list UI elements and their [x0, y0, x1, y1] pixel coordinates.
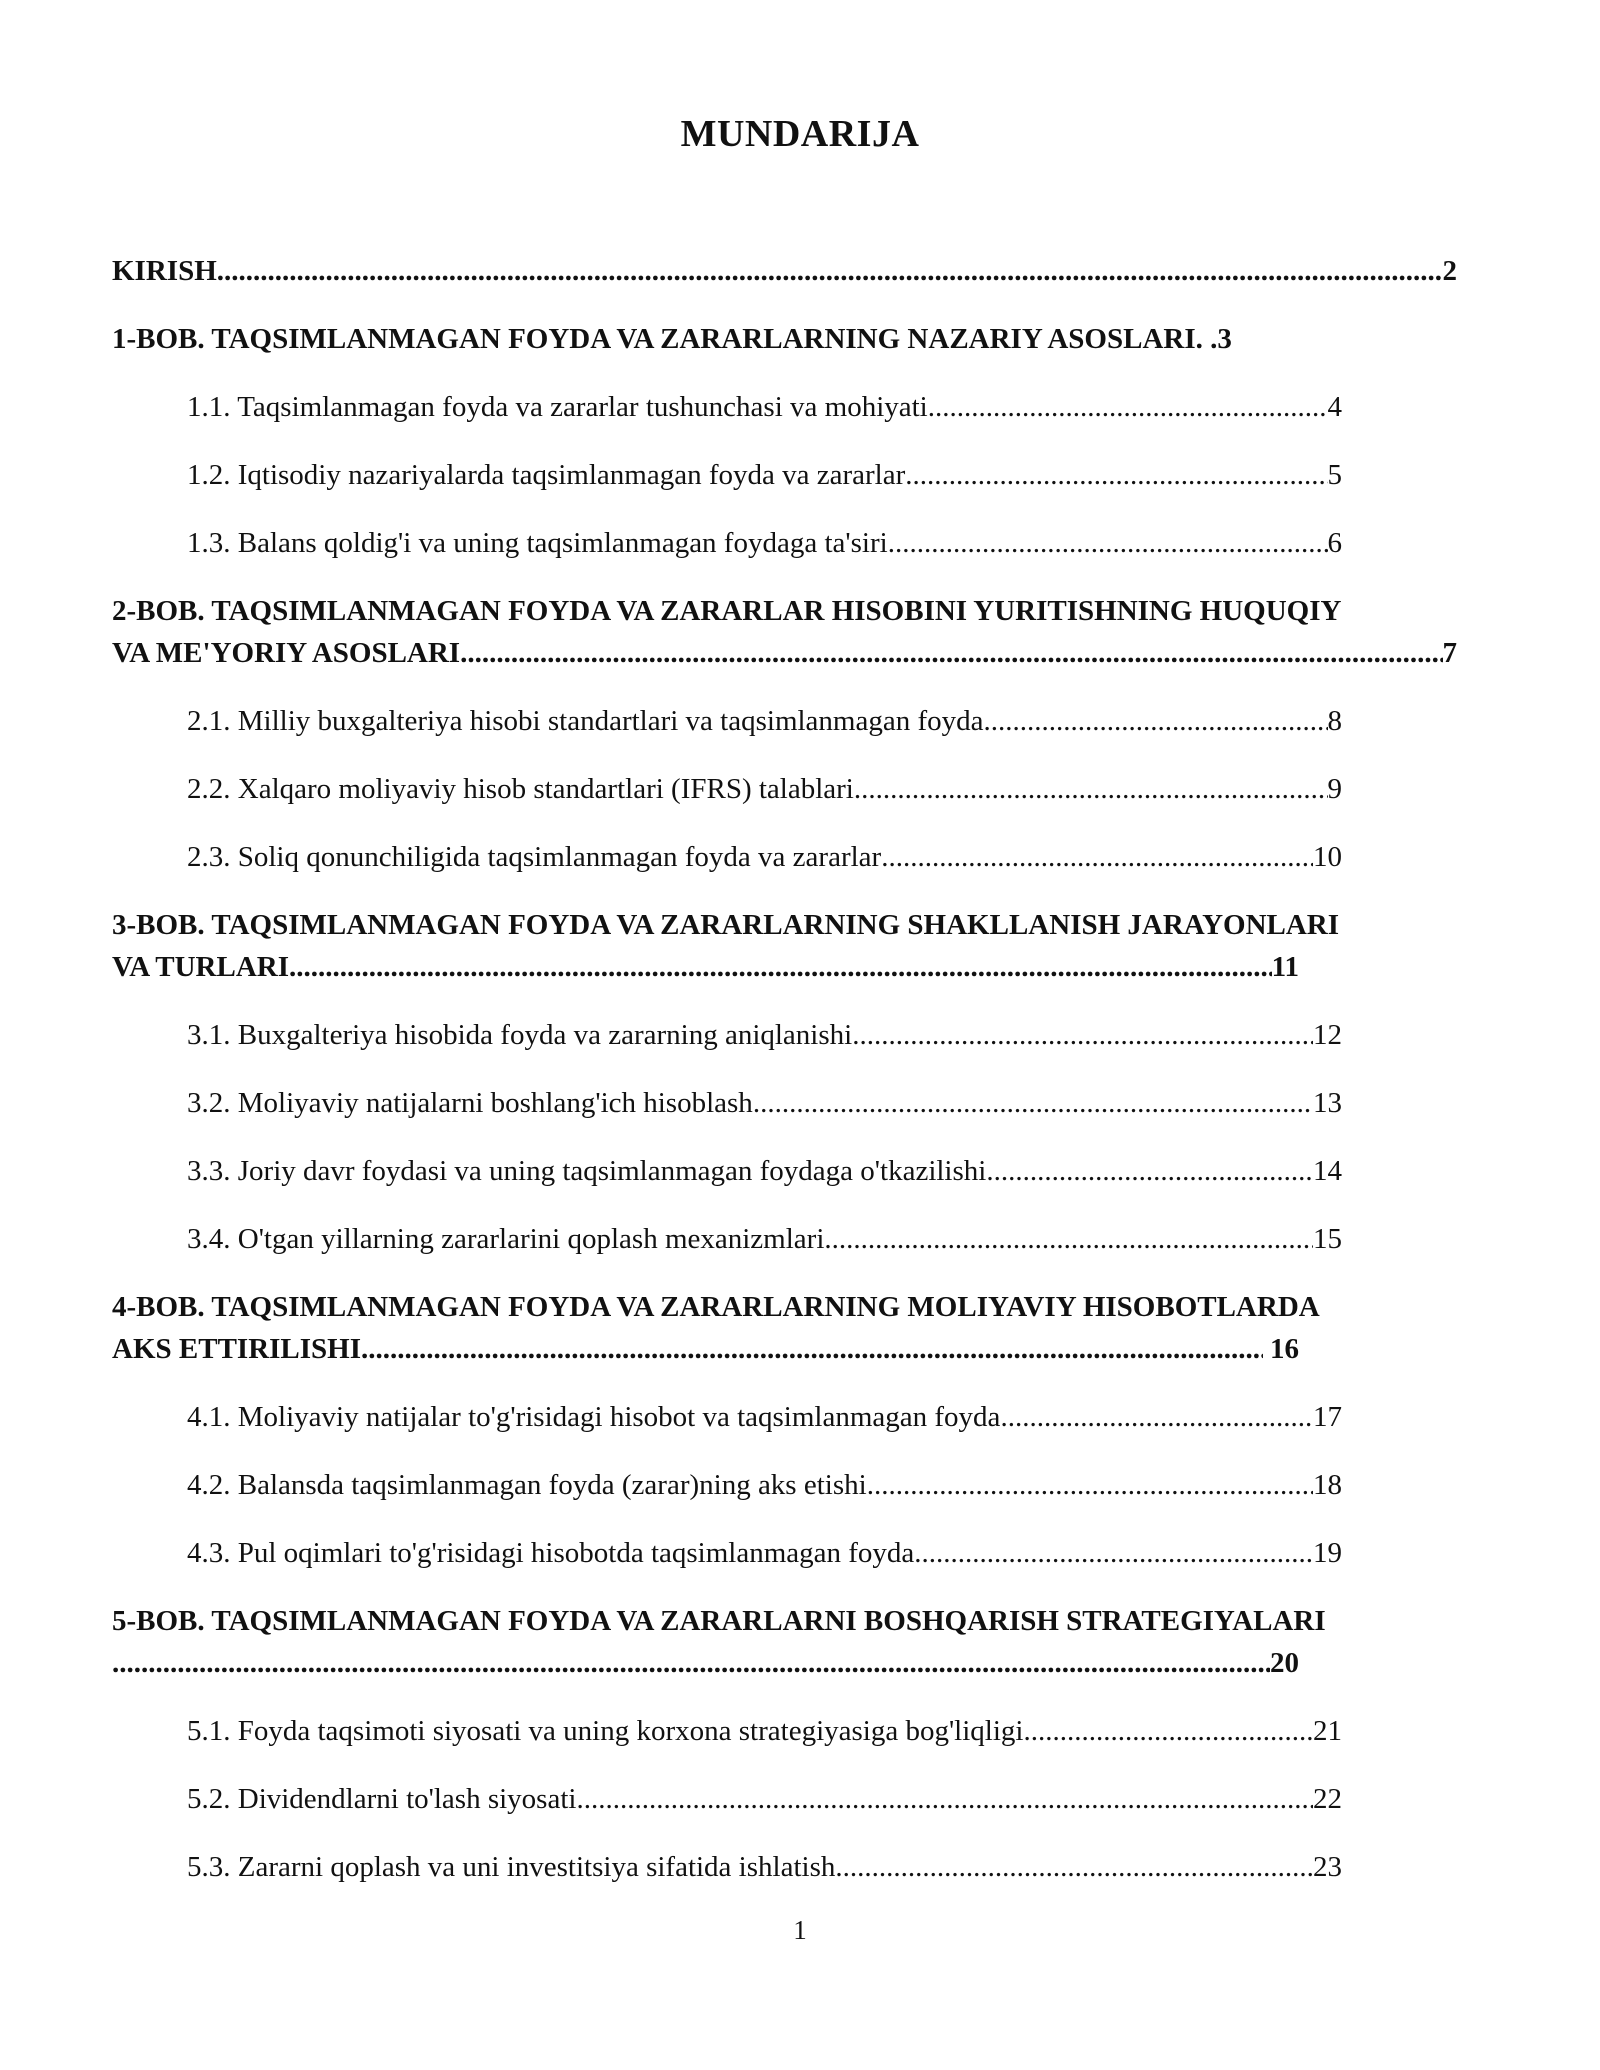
toc-entry-kirish[interactable] — [112, 250, 1457, 292]
toc-page-number: 21 — [1313, 1715, 1342, 1747]
toc-entry-title: 1-BOB. TAQSIMLANMAGAN FOYDA VA ZARARLARNING NAZARIY ASOSLARI. . — [112, 323, 1218, 355]
toc-entry-5-3[interactable] — [112, 1846, 1342, 1888]
toc-page-number: 11 — [1271, 951, 1299, 983]
toc-entry-4-2[interactable] — [112, 1464, 1342, 1506]
dot-leader — [289, 946, 1272, 988]
dot-leader — [881, 836, 1313, 878]
dot-leader — [928, 386, 1328, 428]
toc-entry-title: 4.1. Moliyaviy natijalar to'g'risidagi hisobot va taqsimlanmagan foyda — [187, 1401, 1001, 1433]
toc-entry-5-2[interactable] — [112, 1778, 1342, 1820]
table-of-contents — [112, 250, 1457, 1888]
dot-leader — [1000, 1396, 1313, 1438]
dot-leader — [112, 1642, 1270, 1684]
toc-page-number: 14 — [1313, 1155, 1342, 1187]
dot-leader — [753, 1082, 1313, 1124]
toc-entry-title: KIRISH — [112, 255, 217, 287]
toc-entry-title-line2: VA TURLARI — [112, 951, 290, 983]
toc-entry-title: 1.1. Taqsimlanmagan foyda va zararlar tushunchasi va mohiyati — [187, 391, 928, 423]
toc-entry-title: 2.2. Xalqaro moliyaviy hisob standartlari (IFRS) talablari — [187, 773, 854, 805]
toc-entry-chapter-1[interactable] — [112, 318, 1457, 360]
toc-entry-3-3[interactable] — [112, 1150, 1342, 1192]
toc-page-number: 3 — [1217, 323, 1232, 355]
toc-page-number: 15 — [1313, 1223, 1342, 1255]
dot-leader — [217, 250, 1443, 292]
dot-leader — [888, 522, 1328, 564]
toc-entry-3-1[interactable] — [112, 1014, 1342, 1056]
toc-entry-title: 1.2. Iqtisodiy nazariyalarda taqsimlanmagan foyda va zararlar — [187, 459, 906, 491]
dot-leader — [1023, 1710, 1313, 1752]
toc-entry-title: 2.1. Milliy buxgalteriya hisobi standartlari va taqsimlanmagan foyda — [187, 705, 984, 737]
toc-entry-title-line1: 4-BOB. TAQSIMLANMAGAN FOYDA VA ZARARLARNING MOLIYAVIY HISOBOTLARDA — [112, 1291, 1320, 1323]
dot-leader — [914, 1532, 1313, 1574]
toc-entry-title: 4.2. Balansda taqsimlanmagan foyda (zarar)ning aks etishi — [187, 1469, 867, 1501]
dot-leader — [984, 700, 1328, 742]
toc-entry-2-3[interactable] — [112, 836, 1342, 878]
toc-page-number: 6 — [1327, 527, 1342, 559]
toc-page-number: 8 — [1327, 705, 1342, 737]
toc-entry-4-3[interactable] — [112, 1532, 1342, 1574]
dot-leader — [835, 1846, 1313, 1888]
toc-page-number: 23 — [1313, 1851, 1342, 1883]
toc-entry-title-line1: 2-BOB. TAQSIMLANMAGAN FOYDA VA ZARARLAR HISOBINI YURITISHNING HUQUQIY — [112, 595, 1342, 627]
toc-entry-1-3[interactable] — [112, 522, 1342, 564]
toc-page-number: 4 — [1327, 391, 1342, 423]
toc-entry-title: 3.2. Moliyaviy natijalarni boshlang'ich hisoblash — [187, 1087, 753, 1119]
toc-entry-3-4[interactable] — [112, 1218, 1342, 1260]
dot-leader — [576, 1778, 1313, 1820]
toc-entry-title: 5.1. Foyda taqsimoti siyosati va uning korxona strategiyasiga bog'liqligi — [187, 1715, 1024, 1747]
page-title: MUNDARIJA — [680, 113, 920, 155]
toc-page-number: 18 — [1313, 1469, 1342, 1501]
toc-entry-chapter-2[interactable] — [112, 590, 1457, 674]
toc-entry-title-line2: AKS ETTIRILISHI — [112, 1333, 362, 1365]
toc-entry-chapter-4[interactable] — [112, 1286, 1457, 1370]
dot-leader — [852, 1014, 1313, 1056]
toc-entry-2-2[interactable] — [112, 768, 1342, 810]
dot-leader — [854, 768, 1328, 810]
dot-leader — [867, 1464, 1313, 1506]
toc-entry-title: 4.3. Pul oqimlari to'g'risidagi hisobotda taqsimlanmagan foyda — [187, 1537, 915, 1569]
toc-entry-title: 5.3. Zararni qoplash va uni investitsiya sifatida ishlatish — [187, 1851, 836, 1883]
toc-page-number: 12 — [1313, 1019, 1342, 1051]
toc-entry-title-line1: 3-BOB. TAQSIMLANMAGAN FOYDA VA ZARARLARNING SHAKLLANISH JARAYONLARI — [112, 909, 1340, 941]
toc-entry-5-1[interactable] — [112, 1710, 1342, 1752]
toc-entry-title-line1: 5-BOB. TAQSIMLANMAGAN FOYDA VA ZARARLARNI BOSHQARISH STRATEGIYALARI — [112, 1605, 1326, 1637]
dot-leader — [824, 1218, 1313, 1260]
toc-page-number: 22 — [1313, 1783, 1342, 1815]
dot-leader — [361, 1328, 1263, 1370]
toc-page-number: 16 — [1262, 1333, 1299, 1365]
toc-entry-title: 3.4. O'tgan yillarning zararlarini qoplash mexanizmlari — [187, 1223, 825, 1255]
toc-page-number: 7 — [1442, 637, 1457, 669]
toc-entry-1-1[interactable] — [112, 386, 1342, 428]
toc-entry-chapter-5[interactable] — [112, 1600, 1457, 1684]
toc-page-number: 20 — [1270, 1647, 1299, 1679]
toc-entry-title: 1.3. Balans qoldig'i va uning taqsimlanmagan foydaga ta'siri — [187, 527, 888, 559]
dot-leader — [986, 1150, 1313, 1192]
toc-entry-4-1[interactable] — [112, 1396, 1342, 1438]
toc-page-number: 5 — [1327, 459, 1342, 491]
toc-page-number: 9 — [1327, 773, 1342, 805]
dot-leader — [905, 454, 1327, 496]
page-number-footer: 1 — [793, 1915, 807, 1945]
toc-entry-1-2[interactable] — [112, 454, 1342, 496]
toc-page-number: 19 — [1313, 1537, 1342, 1569]
toc-entry-title-line2: VA ME'YORIY ASOSLARI — [112, 637, 461, 669]
toc-entry-title: 3.3. Joriy davr foydasi va uning taqsimlanmagan foydaga o'tkazilishi — [187, 1155, 987, 1187]
toc-page-number: 17 — [1313, 1401, 1342, 1433]
toc-page-number: 13 — [1313, 1087, 1342, 1119]
toc-entry-title: 3.1. Buxgalteriya hisobida foyda va zararning aniqlanishi — [187, 1019, 853, 1051]
toc-entry-2-1[interactable] — [112, 700, 1342, 742]
toc-entry-3-2[interactable] — [112, 1082, 1342, 1124]
toc-page-number: 2 — [1442, 255, 1457, 287]
toc-entry-title: 5.2. Dividendlarni to'lash siyosati — [187, 1783, 577, 1815]
toc-page-number: 10 — [1313, 841, 1342, 873]
toc-entry-chapter-3[interactable] — [112, 904, 1457, 988]
dot-leader — [460, 632, 1442, 674]
toc-entry-title: 2.3. Soliq qonunchiligida taqsimlanmagan foyda va zararlar — [187, 841, 882, 873]
